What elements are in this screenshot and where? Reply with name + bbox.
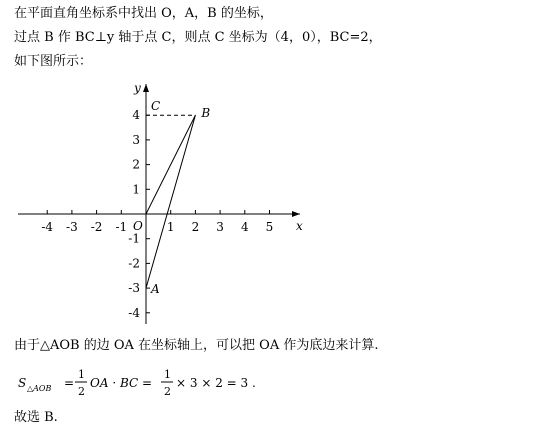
y-axis-label: y: [134, 81, 141, 95]
formula-subscript: △AOB: [27, 384, 52, 393]
origin-label: O: [133, 219, 143, 233]
explanation-line: 由于△AOB 的边 OA 在坐标轴上，可以把 OA 作为底边来计算.: [14, 338, 379, 353]
x-tick-label: 5: [265, 220, 274, 234]
formula-eq: =: [64, 376, 75, 390]
formula-term2: × 3 × 2 = 3 .: [176, 376, 256, 390]
y-tick-label: 4: [132, 108, 140, 123]
x-axis-arrow: [292, 211, 300, 217]
y-tick-label: -4: [128, 305, 140, 320]
y-tick-label: 3: [132, 132, 140, 147]
y-axis-arrow: [143, 84, 149, 92]
frac2-den: 2: [164, 385, 171, 398]
area-formula: [14, 365, 294, 403]
x-axis-label: x: [296, 219, 303, 233]
frac1-den: 2: [78, 385, 85, 398]
x-tick-label: 2: [191, 220, 200, 234]
y-tick-label: -1: [128, 231, 140, 246]
x-tick-label: -1: [115, 220, 128, 234]
frac1-num: 1: [78, 368, 85, 381]
coordinate-figure: [0, 72, 330, 337]
x-tick-label: 3: [216, 220, 224, 234]
y-tick-label: 2: [132, 157, 140, 172]
y-tick-label: -2: [128, 256, 140, 271]
y-tick-label: 1: [132, 182, 140, 197]
answer-line: 故选 B.: [14, 410, 58, 425]
x-tick-label: -4: [41, 220, 54, 234]
point-A-label: A: [151, 282, 160, 297]
x-tick-label: -2: [90, 220, 103, 234]
intro-line-3: 如下图所示：: [14, 54, 93, 69]
triangle-and-dash: [146, 115, 195, 288]
formula-S: S: [18, 376, 27, 390]
y-tick-label: -3: [128, 281, 140, 296]
intro-line-1: 在平面直角坐标系中找出 O，A，B 的坐标，: [14, 6, 273, 21]
formula-term1: OA · BC =: [90, 376, 153, 390]
point-B-label: B: [201, 106, 211, 121]
x-tick-label: -3: [66, 220, 78, 234]
segment-OB: [146, 115, 195, 214]
x-tick-label: 1: [166, 220, 175, 234]
intro-line-2: 过点 B 作 BC⊥y 轴于点 C，则点 C 坐标为（4，0），BC=2，: [14, 30, 382, 45]
frac2-num: 1: [164, 368, 171, 381]
segment-AB: [146, 115, 195, 288]
x-tick-label: 4: [240, 220, 249, 234]
point-C-label: C: [151, 99, 161, 114]
